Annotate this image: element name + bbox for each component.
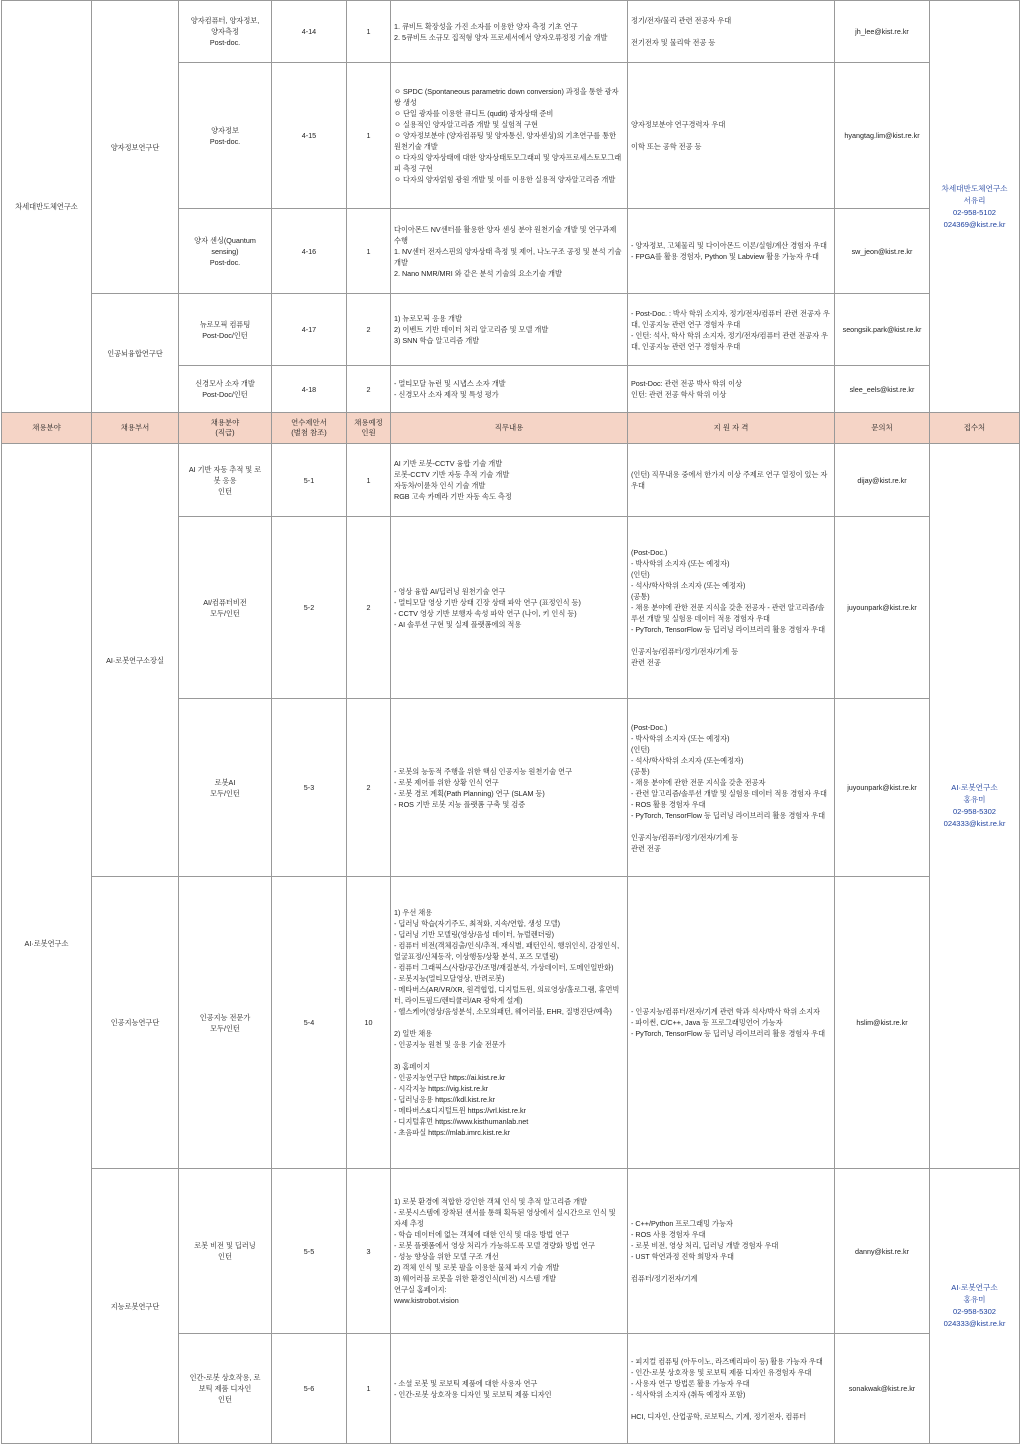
code-cell: 5-4 [272,877,347,1169]
contact-cell: AI·로봇연구소 홍유미 02-958-5302 024333@kist.re.kr [930,444,1020,1169]
qualification-cell: Post-Doc: 관련 전공 박사 학위 이상 인턴: 관련 전공 학사 학위 이상 [628,366,835,413]
duty-cell: 1) 우선 채용 - 딥러닝 학습(자기주도, 최적화, 지속/연합, 생성 모델) - 딥러닝 기반 모델링(영상/음성 데이터, 뉴럴렌더링) - 컴퓨터 비전(객체검출/인식/추적, 재식별, 패턴인식, 행위인식, 감정인식, 얼굴표정/신체동작, 이상행동/상황 분석, 포즈 모델링) - 컴퓨터 그래픽스(사람/공간/조명/재질분석, 가상데이터, 도메인일반화) - 로봇지능(멀티모달영상, 반려로봇) - 메타버스(AR/VR/XR, 원격협업, 디지털트윈, 의료영상/홀로그램, 휴먼빅터, 라이트필드/렌티큘러/AR 광학계 설계) - 헬스케어(영상/음성분석, 소모의패턴, 웨어러블, EHR, 질병진단/예측) 2) 일반 채용 - 인공지능 원천 및 응용 기술 전문가 3) 홈페이지 - 인공지능연구단 https://ai.kist.re.kr - 시각지능 https://vig.kist.re.kr - 딥러닝응용 https://kdl.kist.re.kr - 메타버스&디지털트윈 https://vrl.kist.re.kr - 디지털휴먼 https://www.kisthumanlab.net - 초음파실 https://mlab.imrc.kist.re.kr [391,877,628,1169]
code-cell: 4-18 [272,366,347,413]
duty-cell: 1. 큐비트 확장성을 가진 소자를 이용한 양자 측정 기초 연구 2. 5큐비트 소규모 집적형 양자 프로세서에서 양자오류정정 기술 개발 [391,1,628,63]
duty-cell: 다이아몬드 NV센터를 활용한 양자 센싱 분야 원천기술 개발 및 연구과제 수행 1. NV센터 전자스핀의 양자상태 측정 및 제어, 나노구조 공정 및 분석 기술 개발 2. Nano NMR/MRI 와 같은 분석 기술의 요소기술 개발 [391,209,628,294]
table-header [1,412,1020,444]
header-dept: 채용부서 [92,413,179,444]
duty-cell: - 로봇의 능동적 주행을 위한 핵심 인공지능 원천기술 연구 - 로봇 제어를 위한 상황 인식 연구 - 로봇 경로 계획(Path Planning) 연구 (SLAM 등) - ROS 기반 로봇 지능 플랫폼 구축 및 검증 [391,699,628,877]
dept-cell: AI·로봇연구소장실 [92,444,179,877]
qualification-cell: 정기/전자/물리 관련 전공자 우대 전기전자 및 물리학 전공 등 [628,1,835,63]
header-duty: 직무내용 [391,413,628,444]
code-cell: 4-14 [272,1,347,63]
header-count: 채용예정 인원 [347,413,391,444]
header-reception: 접수처 [930,413,1020,444]
qualification-cell: - 피지컬 컴퓨팅 (아두이노, 라즈베리파이 등) 활용 가능자 우대 - 인간-로봇 상호작용 및 로보틱 제품 디자인 유경험자 우대 - 사용자 연구 방법론 활용 가능자 우대 - 석사학위 소지자 (취득 예정자 포함) HCI, 디자인, 산업공학, 로보틱스, 기계, 정기전자, 컴퓨터 [628,1334,835,1444]
position-cell: AI/컴퓨터비전 모두/인턴 [179,517,272,699]
email-cell: sonakwak@kist.re.kr [835,1334,930,1444]
email-cell: sw_jeon@kist.re.kr [835,209,930,294]
count-cell: 1 [347,1,391,63]
position-cell: 신경모사 소자 개발 Post-Doc/인턴 [179,366,272,413]
position-cell: AI 기반 자동 추적 및 로 봇 응용 인턴 [179,444,272,517]
qualification-cell: - 인공지능/컴퓨터/전자/기계 관련 학과 석사/박사 학위 소지자 - 파이썬, C/C++, Java 등 프로그래밍언어 가능자 - PyTorch, TensorFlow 등 딥러닝 라이브러리 활용 경험자 우대 [628,877,835,1169]
dept-cell: 양자정보연구단 [92,1,179,294]
position-cell: 로봇 비전 및 딥러닝 인턴 [179,1169,272,1334]
email-cell: juyounpark@kist.re.kr [835,517,930,699]
dept-cell: 지능로봇연구단 [92,1169,179,1444]
header-qualification: 지 원 자 격 [628,413,835,444]
code-cell: 5-3 [272,699,347,877]
duty-cell: 1) 뉴로모픽 응용 개발 2) 이벤트 기반 데이터 처리 알고리즘 및 모델 개발 3) SNN 학습 알고리즘 개발 [391,294,628,366]
code-cell: 5-1 [272,444,347,517]
duty-cell: - 멀티모달 뉴런 및 시냅스 소자 개발 - 신경모사 소자 제작 및 특성 평가 [391,366,628,413]
email-cell: hyangtag.lim@kist.re.kr [835,63,930,209]
qualification-cell: - Post-Doc. : 박사 학위 소지자, 정기/전자/컴퓨터 관련 전공자 우대, 인공지능 관련 연구 경험자 우대 - 인턴: 석사, 학사 학위 소지자, 정기/전자/컴퓨터 관련 전공자 우대, 인공지능 관련 연구 경험자 우대 [628,294,835,366]
count-cell: 3 [347,1169,391,1334]
header-proposal: 연수제안서 (별첨 참조) [272,413,347,444]
contact-cell: AI·로봇연구소 홍유미 02-958-5302 024333@kist.re.kr [930,1169,1020,1444]
dept-cell: 인공뇌융합연구단 [92,294,179,413]
duty-cell: 1) 로봇 환경에 적합한 강인한 객체 인식 및 추적 알고리즘 개발 - 로봇시스템에 장착된 센서를 통해 획득된 영상에서 실시간으로 인식 및 자세 추정 - 학습 데이터에 없는 객체에 대한 인식 및 대응 방법 연구 - 로봇 플랫폼에서 영상 처리가 가능하도록 모델 경량화 방법 연구 - 성능 향상을 위한 모델 구조 개선 2) 객체 인식 및 로봇 팔을 이용한 물체 파지 기술 개발 3) 웨어러블 로봇을 위한 환경인식(비전) 시스템 개발 연구실 홈페이지: www.kistrobot.vision [391,1169,628,1334]
count-cell: 1 [347,444,391,517]
code-cell: 5-5 [272,1169,347,1334]
email-cell: juyounpark@kist.re.kr [835,699,930,877]
count-cell: 1 [347,1334,391,1444]
code-cell: 5-6 [272,1334,347,1444]
position-cell: 인간-로봇 상호작용, 로 보틱 제품 디자인 인턴 [179,1334,272,1444]
recruitment-table-ai-robotics [1,443,1020,1444]
header-field: 채용분야 [2,413,92,444]
position-cell: 뉴로모픽 컴퓨팅 Post-Doc/인턴 [179,294,272,366]
email-cell: seongsik.park@kist.re.kr [835,294,930,366]
dept-cell: 인공지능연구단 [92,877,179,1169]
count-cell: 10 [347,877,391,1169]
count-cell: 1 [347,63,391,209]
header-position: 채용분야 (직급) [179,413,272,444]
duty-cell: - 소셜 로봇 및 로보틱 제품에 대한 사용자 연구 - 인간-로봇 상호작용 디자인 및 로보틱 제품 디자인 [391,1334,628,1444]
count-cell: 1 [347,209,391,294]
qualification-cell: (Post-Doc.) - 박사학위 소지자 (또는 예정자) (인턴) - 석사/학사학위 소지자 (또는 예정자) (공통) - 채용 분야에 관한 전문 지식을 갖춘 전공자 - 관련 알고리즘/솔루션 개발 및 실험용 데이터 적용 경험자 우대 - PyTorch, TensorFlow 등 딥러닝 라이브러리 활용 경험자 우대 인공지능/컴퓨터/정기/전자/기계 등 관련 전공 [628,517,835,699]
code-cell: 4-17 [272,294,347,366]
count-cell: 2 [347,294,391,366]
count-cell: 2 [347,366,391,413]
code-cell: 4-16 [272,209,347,294]
duty-cell: AI 기반 로봇-CCTV 융합 기술 개발 로봇-CCTV 기반 자동 추적 기술 개발 자동차/이륜차 인식 기술 개발 RGB 고속 카메라 기반 자동 속도 측정 [391,444,628,517]
contact-cell: 차세대반도체연구소 서유리 02-958-5102 024369@kist.re.kr [930,1,1020,413]
position-cell: 양자 센싱(Quantum sensing) Post-doc. [179,209,272,294]
header-inquiry: 문의처 [835,413,930,444]
qualification-cell: (인턴) 직무내용 중에서 한가지 이상 주제로 연구 열정이 있는 자 우대 [628,444,835,517]
duty-cell: ㅇ SPDC (Spontaneous parametric down conversion) 과정을 통한 광자쌍 생성 ㅇ 단일 광자를 이용한 큐디트 (qudit) 광자상태 준비 ㅇ 실용적인 양자알고리즘 개발 및 실험적 구현 ㅇ 양자정보분야 (양자컴퓨팅 및 양자통신, 양자센싱)의 기초연구를 통한 원천기술 개발 ㅇ 다자의 양자상태에 대한 양자상태토모그래피 및 양자프로세스토모그래피 측정 구현 ㅇ 다자의 양자얽힘 광원 개발 및 이를 이용한 실용적 양자알고리즘 개발 [391,63,628,209]
qualification-cell: - C++/Python 프로그래밍 가능자 - ROS 사용 경험자 우대 - 로봇 비전, 영상 처리, 딥러닝 개발 경험자 우대 - UST 학연과정 진학 희망자 우대 컴퓨터/정기전자/기계 [628,1169,835,1334]
qualification-cell: 양자정보분야 연구경력자 우대 이학 또는 공학 전공 등 [628,63,835,209]
qualification-cell: (Post-Doc.) - 박사학위 소지자 (또는 예정자) (인턴) - 석사/학사학위 소지자 (또는예정자) (공통) - 채용 분야에 관한 전문 지식을 갖춘 전공자 - 관련 알고리즘/솔루션 개발 및 실험용 데이터 적용 경험자 우대 - ROS 활용 경험자 우대 - PyTorch, TensorFlow 등 딥러닝 라이브러리 활용 경험자 우대 인공지능/컴퓨터/정기/전자/기계 등 관련 전공 [628,699,835,877]
position-cell: 양자컴퓨터, 양자정보, 양자측정 Post-doc. [179,1,272,63]
position-cell: 양자정보 Post-doc. [179,63,272,209]
email-cell: jh_lee@kist.re.kr [835,1,930,63]
duty-cell: - 영상 융합 AI/딥러닝 원천기술 연구 - 멀티모달 영상 기반 상태 긴장 상태 파악 연구 (표정인식 등) - CCTV 영상 기반 보행자 속성 파악 연구 (나이, 키 인식 등) - AI 솔루션 구현 및 실제 플랫폼에의 적용 [391,517,628,699]
email-cell: dijay@kist.re.kr [835,444,930,517]
email-cell: danny@kist.re.kr [835,1169,930,1334]
position-cell: 로봇AI 모두/인턴 [179,699,272,877]
email-cell: hslim@kist.re.kr [835,877,930,1169]
qualification-cell: - 양자정보, 고체물리 및 다이아몬드 이론/실험/계산 경험자 우대 - FPGA를 활용 경험자, Python 및 Labview 활용 가능자 우대 [628,209,835,294]
count-cell: 2 [347,517,391,699]
recruitment-table-semiconductor [1,0,1020,413]
institute-cell: 차세대반도체연구소 [2,1,92,413]
count-cell: 2 [347,699,391,877]
email-cell: slee_eels@kist.re.kr [835,366,930,413]
code-cell: 5-2 [272,517,347,699]
institute-cell: AI·로봇연구소 [2,444,92,1444]
position-cell: 인공지능 전문가 모두/인턴 [179,877,272,1169]
code-cell: 4-15 [272,63,347,209]
